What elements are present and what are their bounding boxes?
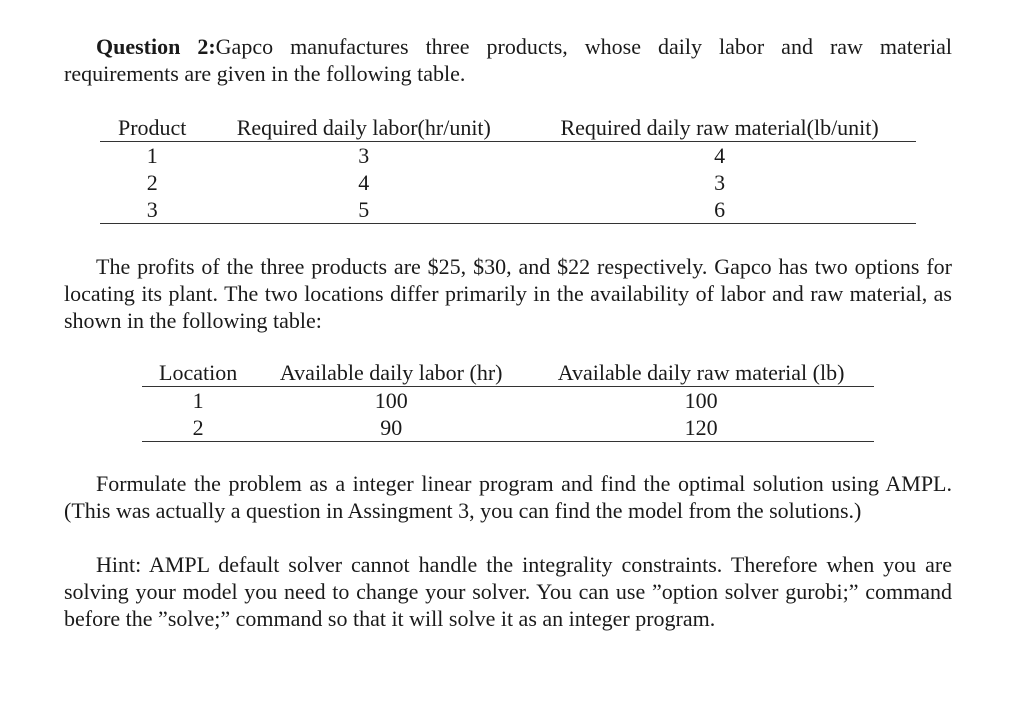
question-intro-paragraph (64, 33, 952, 87)
formulate-text: Formulate the problem as a integer linear program and find the optimal solution using AMPL. (This was actually a question in Assingment 3, you can find the model from the solutions.) (64, 471, 952, 523)
table-row (100, 142, 916, 170)
column-header-available-raw-material: Available daily raw material (lb) (528, 358, 874, 387)
table-cell: 6 (523, 196, 916, 224)
table-cell: 1 (146, 143, 158, 168)
table-cell: 100 (374, 388, 408, 413)
table-cell: 3 (714, 170, 726, 195)
table-cell: 1 (192, 388, 204, 413)
table-cell: 3 (358, 143, 370, 168)
table-cell: 120 (528, 414, 874, 442)
table-cell: 2 (146, 170, 158, 195)
table-header-row (142, 358, 874, 387)
table-cell: 3 (100, 196, 204, 224)
question-intro-text: Gapco manufactures three products, whose daily labor and raw material requirements are given in the following table. (64, 34, 952, 86)
question-label: Question 2: (96, 34, 216, 59)
table-cell: 4 (714, 143, 726, 168)
table-cell: 90 (254, 414, 528, 442)
formulate-paragraph (64, 470, 952, 524)
hint-paragraph (64, 551, 952, 632)
hint-text: Hint: AMPL default solver cannot handle the integrality constraints. Therefore when you are solving your model you need to change your solver. You can use ”option solver gurobi;” command before the ”solve;” command so that it will solve it as an integer program. (64, 552, 952, 631)
profits-paragraph (64, 253, 952, 334)
table-cell: 100 (684, 388, 718, 413)
column-header-product: Product (100, 113, 204, 142)
profits-text: The profits of the three products are $25, $30, and $22 respectively. Gapco has two options for locating its plant. The two locations differ primarily in the availability of labor and raw material, as shown in the following table: (64, 254, 952, 333)
table-cell: 2 (142, 414, 254, 442)
location-availability-table (142, 358, 874, 442)
table-row (100, 169, 916, 196)
table-header-row (100, 113, 916, 142)
column-header-labor: Required daily labor(hr/unit) (204, 113, 523, 142)
table-row (100, 196, 916, 224)
column-header-location: Location (142, 358, 254, 387)
table-cell: 5 (204, 196, 523, 224)
table-cell: 4 (358, 170, 370, 195)
column-header-available-labor: Available daily labor (hr) (254, 358, 528, 387)
table-row (142, 387, 874, 415)
column-header-raw-material: Required daily raw material(lb/unit) (523, 113, 916, 142)
product-requirements-table (100, 113, 916, 224)
table-row (142, 414, 874, 442)
